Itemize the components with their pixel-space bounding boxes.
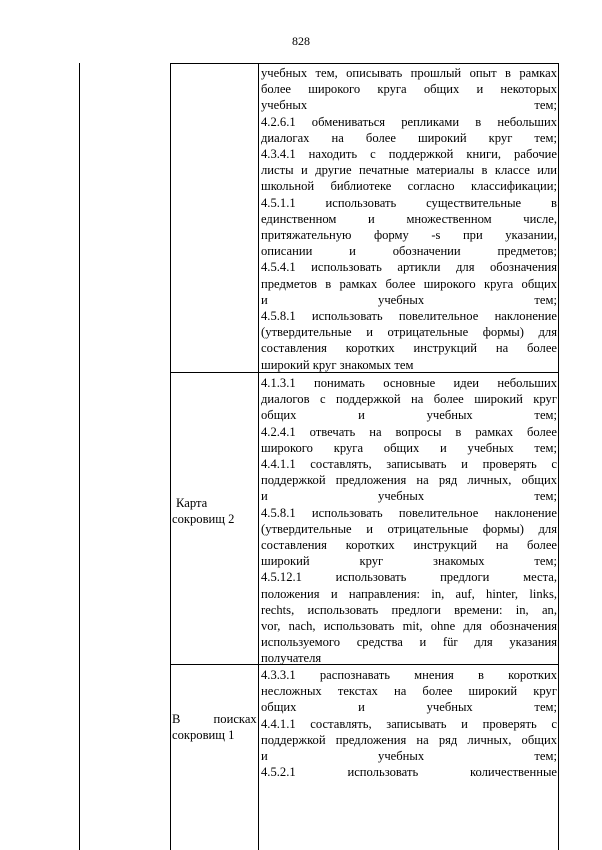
text-line: (утвердительные и отрицательные формы) для [261, 521, 557, 536]
text-line: получателя [261, 651, 322, 666]
text-line: единственном и множественном числе, [261, 211, 557, 226]
text-line: широкий круг знакомых тем [261, 357, 414, 372]
topic-line: сокровищ 1 [172, 728, 235, 743]
text-line: общих и учебных тем; [261, 408, 557, 423]
text-line: 4.5.1.1 использовать существительные в [261, 195, 557, 210]
text-line: vor, nach, использовать mit, ohne для обозначения [261, 619, 557, 634]
text-line: (утвердительные и отрицательные формы) для [261, 325, 557, 340]
text-line: диалогах на более широкий круг тем; [261, 130, 557, 145]
topic-word: В поисках [172, 712, 257, 726]
text-line: листы и другие печатные материалы в классе или [261, 163, 557, 178]
objectives-cell [261, 65, 557, 373]
table-divider-2 [258, 63, 259, 850]
text-line: 4.4.1.1 составлять, записывать и проверять с [261, 457, 557, 472]
text-line: поддержкой предложения на ряд личных, общих [261, 732, 557, 747]
text-line: 4.4.1.1 составлять, записывать и проверять с [261, 716, 557, 731]
row-topic [172, 711, 258, 743]
text-line: 4.5.12.1 использовать предлоги места, [261, 570, 557, 585]
table-border-right [558, 63, 559, 850]
text-line: предметов в рамках более широкого круга общих [261, 276, 557, 291]
text-line: 4.5.4.1 использовать артикли для обозначения [261, 260, 557, 275]
text-line: 4.3.4.1 находить с поддержкой книги, рабочие [261, 147, 557, 162]
text-line: описании и обозначении предметов; [261, 244, 557, 259]
text-line: положения и направления: in, auf, hinter, links, [261, 586, 557, 601]
table-divider-1 [170, 63, 171, 850]
text-line: широкого круга общих и учебных тем; [261, 440, 557, 455]
text-line: притяжательную форму -s при указании, [261, 228, 557, 243]
topic-line: сокровищ 2 [172, 512, 235, 527]
text-line: несложных текстах на более широкий круг [261, 684, 557, 699]
text-line: rechts, использовать предлоги времени: in, an, [261, 602, 557, 617]
objectives-cell [261, 375, 557, 667]
objectives-cell [261, 667, 557, 780]
text-line: составления коротких инструкций на более [261, 538, 557, 553]
text-line: широкий круг знакомых тем; [261, 554, 557, 569]
page-number: 828 [292, 34, 310, 48]
curriculum-table [79, 63, 559, 850]
row-topic [172, 495, 258, 527]
text-line: учебных тем, описывать прошлый опыт в рамках [261, 66, 557, 80]
text-line: общих и учебных тем; [261, 700, 557, 715]
text-line: 4.2.6.1 обмениваться репликами в небольших [261, 114, 557, 129]
text-line: 4.5.8.1 использовать повелительное наклонение [261, 505, 557, 520]
text-line: 4.5.8.1 использовать повелительное наклонение [261, 309, 557, 324]
text-line: учебных тем; [261, 98, 557, 113]
topic-line [172, 711, 258, 727]
text-line: используемого средства и für для указания [261, 635, 557, 650]
text-line: и учебных тем; [261, 489, 557, 504]
text-line: 4.3.3.1 распознавать мнения в коротких [261, 668, 557, 682]
table-border-left [79, 63, 80, 850]
text-line: диалогов с поддержкой на более широкий круг [261, 392, 557, 407]
text-line: 4.2.4.1 отвечать на вопросы в рамках более [261, 424, 557, 439]
text-line: и учебных тем; [261, 292, 557, 307]
text-line: более широкого круга общих и некоторых [261, 82, 557, 97]
text-line: школьной библиотеке согласно классификации; [261, 179, 557, 194]
text-line: составления коротких инструкций на более [261, 341, 557, 356]
text-line: поддержкой предложения на ряд личных, общих [261, 473, 557, 488]
text-line: 4.5.2.1 использовать количественные [261, 765, 557, 780]
text-line: 4.1.3.1 понимать основные идеи небольших [261, 376, 557, 390]
text-line: и учебных тем; [261, 749, 557, 764]
table-border-top [170, 63, 559, 64]
topic-line: Карта [176, 496, 208, 510]
